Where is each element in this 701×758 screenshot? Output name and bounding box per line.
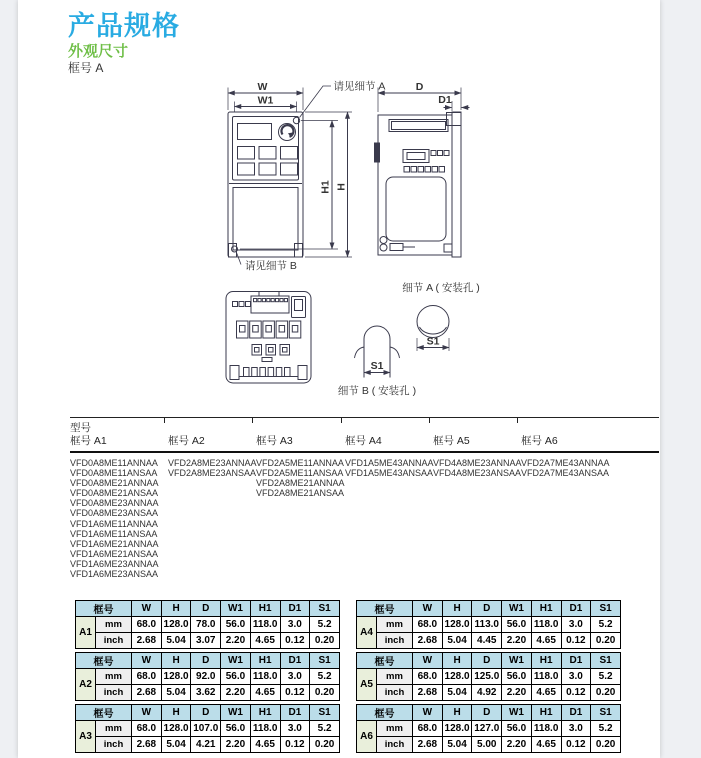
dim-col-header: H1 xyxy=(531,601,561,617)
model-number: VFD0A8ME21ANNAA xyxy=(70,478,159,489)
dim-value-mm: 5.2 xyxy=(310,669,340,685)
dim-col-header: D xyxy=(191,653,221,669)
dim-value-mm: 3.0 xyxy=(561,669,591,685)
dim-value-inch: 5.04 xyxy=(442,685,472,701)
unit-cell-mm: mm xyxy=(377,669,413,685)
dim-value-inch: 4.65 xyxy=(250,685,280,701)
dim-w-label: W xyxy=(257,81,268,93)
dim-h1-label: H1 xyxy=(319,180,332,194)
dim-value-mm: 56.0 xyxy=(221,617,251,633)
model-number: VFD1A5ME43ANSAA xyxy=(345,468,434,479)
dim-value-mm: 78.0 xyxy=(191,617,221,633)
dim-value-mm: 5.2 xyxy=(591,721,621,737)
model-number: VFD0A8ME23ANNAA xyxy=(70,498,159,509)
model-number: VFD2A7ME43ANSAA xyxy=(521,468,610,479)
dim-col-header: H xyxy=(161,601,191,617)
model-table-header xyxy=(70,418,659,453)
dim-value-mm: 107.0 xyxy=(191,721,221,737)
dim-col-header: H xyxy=(161,653,191,669)
unit-cell-inch: inch xyxy=(377,737,413,753)
dim-value-inch: 4.65 xyxy=(250,633,280,649)
model-col-a2 xyxy=(168,458,256,579)
dim-col-header: D1 xyxy=(280,705,310,721)
dim-col-header: H xyxy=(442,653,472,669)
dim-col-header: D1 xyxy=(280,653,310,669)
unit-cell-inch: inch xyxy=(377,685,413,701)
dim-value-mm: 118.0 xyxy=(250,721,280,737)
dim-value-inch: 4.65 xyxy=(531,685,561,701)
dim-value-inch: 0.12 xyxy=(561,633,591,649)
page-title: 产品规格 xyxy=(68,11,180,41)
dim-value-mm: 3.0 xyxy=(561,617,591,633)
unit-cell-inch: inch xyxy=(377,633,413,649)
dim-value-mm: 128.0 xyxy=(442,617,472,633)
model-number: VFD2A7ME43ANNAA xyxy=(521,458,610,468)
dim-col-header: D xyxy=(191,705,221,721)
dim-value-mm: 5.2 xyxy=(591,669,621,685)
model-col-header-a3: 框号 A3 xyxy=(256,435,293,447)
dim-value-inch: 0.20 xyxy=(591,685,621,701)
dim-value-mm: 68.0 xyxy=(132,617,162,633)
dim-col-header: W1 xyxy=(502,653,532,669)
frame-cell: A5 xyxy=(357,669,377,701)
dim-col-header: W xyxy=(413,601,443,617)
dim-value-inch: 0.12 xyxy=(280,633,310,649)
dim-value-mm: 5.2 xyxy=(591,617,621,633)
detail-b-label: 细节 B ( 安装孔 ) xyxy=(337,385,417,397)
dim-value-mm: 128.0 xyxy=(161,721,191,737)
dim-value-inch: 5.00 xyxy=(472,737,502,753)
dim-value-inch: 2.68 xyxy=(413,737,443,753)
dim-value-inch: 2.20 xyxy=(221,737,251,753)
unit-cell-inch: inch xyxy=(96,685,132,701)
model-col-header-a4: 框号 A4 xyxy=(345,435,382,447)
dim-value-inch: 0.12 xyxy=(280,737,310,753)
dim-value-inch: 5.04 xyxy=(161,685,191,701)
dim-value-mm: 68.0 xyxy=(132,669,162,685)
dim-value-mm: 56.0 xyxy=(502,669,532,685)
dim-value-inch: 0.12 xyxy=(561,737,591,753)
model-col-a1 xyxy=(70,458,168,579)
dim-col-header: W1 xyxy=(221,705,251,721)
dim-col-header: W1 xyxy=(502,601,532,617)
dim-value-mm: 128.0 xyxy=(442,669,472,685)
frame-cell: A3 xyxy=(76,721,96,753)
dim-col-header: W xyxy=(413,705,443,721)
model-number-table xyxy=(70,417,659,579)
dim-col-header: D1 xyxy=(280,601,310,617)
dim-value-inch: 4.65 xyxy=(250,737,280,753)
dim-value-mm: 118.0 xyxy=(531,721,561,737)
dim-col-header: W1 xyxy=(221,601,251,617)
model-number: VFD2A5ME11ANNAA xyxy=(256,458,344,468)
dim-value-inch: 3.07 xyxy=(191,633,221,649)
dim-col-header: H xyxy=(442,705,472,721)
dimension-table-a3 xyxy=(75,704,340,753)
model-number: VFD2A8ME21ANSAA xyxy=(256,488,345,499)
side-view-drawing xyxy=(375,81,470,257)
dim-value-mm: 56.0 xyxy=(502,721,532,737)
detail-b-s1-label: S1 xyxy=(370,360,384,372)
model-number: VFD0A8ME11ANNAA xyxy=(70,458,158,468)
detail-a-label: 细节 A ( 安装孔 ) xyxy=(402,282,480,294)
model-col-a4 xyxy=(345,458,433,579)
detail-b-drawing xyxy=(338,326,416,397)
dim-value-inch: 0.20 xyxy=(310,633,340,649)
dim-value-inch: 4.65 xyxy=(531,737,561,753)
bottom-view-drawing xyxy=(226,292,311,384)
dim-value-inch: 5.04 xyxy=(442,737,472,753)
dimension-table-a1 xyxy=(75,600,340,649)
dim-col-header: S1 xyxy=(310,601,340,617)
dim-col-header: D xyxy=(472,705,502,721)
dim-value-inch: 5.04 xyxy=(161,633,191,649)
unit-cell-mm: mm xyxy=(96,617,132,633)
unit-cell-inch: inch xyxy=(96,633,132,649)
dim-value-inch: 0.12 xyxy=(280,685,310,701)
dimension-drawing xyxy=(70,78,615,416)
model-number: VFD2A5ME11ANSAA xyxy=(256,468,344,479)
frame-cell: A2 xyxy=(76,669,96,701)
dim-value-mm: 128.0 xyxy=(442,721,472,737)
dimension-table-a2 xyxy=(75,652,340,701)
frame-col-header: 框号 xyxy=(357,705,413,721)
dim-w1-label: W1 xyxy=(257,94,274,107)
model-col-header-a6: 框号 A6 xyxy=(521,435,558,447)
dim-value-inch: 2.20 xyxy=(502,633,532,649)
frame-col-header: 框号 xyxy=(357,653,413,669)
dim-value-inch: 4.65 xyxy=(531,633,561,649)
dim-value-mm: 3.0 xyxy=(561,721,591,737)
model-table-body xyxy=(70,453,659,579)
dim-col-header: H1 xyxy=(531,653,561,669)
dim-value-mm: 56.0 xyxy=(502,617,532,633)
dim-value-inch: 2.68 xyxy=(132,737,162,753)
dimension-table-a6 xyxy=(356,704,621,753)
model-number: VFD1A5ME43ANNAA xyxy=(345,458,434,468)
dimension-table-a5 xyxy=(356,652,621,701)
dimension-tables-right xyxy=(356,600,621,756)
model-number: VFD2A8ME23ANNAA xyxy=(168,458,257,468)
dim-value-inch: 4.21 xyxy=(191,737,221,753)
dim-value-mm: 118.0 xyxy=(250,669,280,685)
dim-col-header: W1 xyxy=(502,705,532,721)
model-number: VFD2A8ME21ANNAA xyxy=(256,478,345,489)
dim-col-header: S1 xyxy=(591,705,621,721)
dim-h-label: H xyxy=(335,183,348,191)
dim-col-header: H xyxy=(442,601,472,617)
dim-value-mm: 3.0 xyxy=(280,669,310,685)
dim-value-inch: 2.68 xyxy=(132,633,162,649)
dim-col-header: H1 xyxy=(531,705,561,721)
dim-value-mm: 56.0 xyxy=(221,721,251,737)
dimension-table-a4 xyxy=(356,600,621,649)
see-detail-b-note: 请见细节 B xyxy=(245,260,297,272)
dim-value-mm: 128.0 xyxy=(161,617,191,633)
dim-value-mm: 3.0 xyxy=(280,721,310,737)
dim-value-mm: 68.0 xyxy=(413,617,443,633)
dim-value-mm: 118.0 xyxy=(531,617,561,633)
dim-value-inch: 4.45 xyxy=(472,633,502,649)
dim-value-mm: 113.0 xyxy=(472,617,502,633)
dimension-tables-left xyxy=(75,600,340,756)
dim-value-inch: 0.12 xyxy=(561,685,591,701)
dim-value-inch: 2.20 xyxy=(221,685,251,701)
unit-cell-mm: mm xyxy=(96,721,132,737)
keypad-display xyxy=(238,124,272,140)
dim-value-mm: 68.0 xyxy=(413,669,443,685)
dim-col-header: H1 xyxy=(250,601,280,617)
dim-value-mm: 68.0 xyxy=(132,721,162,737)
model-col-a3 xyxy=(256,458,345,579)
frame-cell: A4 xyxy=(357,617,377,649)
dim-col-header: W xyxy=(132,601,162,617)
model-number: VFD1A6ME11ANSAA xyxy=(70,528,158,539)
dim-col-header: H1 xyxy=(250,653,280,669)
dim-col-header: D xyxy=(191,601,221,617)
frame-cell: A1 xyxy=(76,617,96,649)
dim-col-header: S1 xyxy=(591,601,621,617)
dim-col-header: W1 xyxy=(221,653,251,669)
model-number: VFD1A6ME23ANNAA xyxy=(70,558,159,569)
dim-d1-label: D1 xyxy=(438,94,452,106)
dim-value-mm: 118.0 xyxy=(531,669,561,685)
dim-value-mm: 5.2 xyxy=(310,617,340,633)
dim-value-mm: 92.0 xyxy=(191,669,221,685)
dim-col-header: H xyxy=(161,705,191,721)
dim-col-header: D xyxy=(472,601,502,617)
frame-a-label: 框号 A xyxy=(68,61,104,75)
dim-col-header: W xyxy=(413,653,443,669)
front-view-drawing xyxy=(228,80,385,273)
dim-col-header: W xyxy=(132,705,162,721)
model-number: VFD1A6ME23ANSAA xyxy=(70,569,159,580)
dim-value-inch: 2.20 xyxy=(502,685,532,701)
dim-value-mm: 127.0 xyxy=(472,721,502,737)
model-table-title: 型号 xyxy=(70,422,91,434)
model-number: VFD4A8ME23ANNAA xyxy=(433,458,522,468)
dim-col-header: D xyxy=(472,653,502,669)
model-number: VFD0A8ME23ANSAA xyxy=(70,508,159,519)
dim-value-mm: 56.0 xyxy=(221,669,251,685)
model-col-header-a1: 框号 A1 xyxy=(70,435,107,447)
dim-col-header: S1 xyxy=(591,653,621,669)
unit-cell-mm: mm xyxy=(377,617,413,633)
detail-a-drawing xyxy=(402,281,480,351)
dim-d-label: D xyxy=(415,81,424,93)
detail-a-s1-label: S1 xyxy=(426,335,440,348)
dim-value-mm: 118.0 xyxy=(250,617,280,633)
dim-value-inch: 0.20 xyxy=(310,685,340,701)
dim-value-inch: 2.20 xyxy=(221,633,251,649)
frame-col-header: 框号 xyxy=(76,601,132,617)
model-number: VFD4A8ME23ANSAA xyxy=(433,468,522,479)
dim-value-inch: 5.04 xyxy=(161,737,191,753)
dim-value-inch: 2.68 xyxy=(413,633,443,649)
frame-cell: A6 xyxy=(357,721,377,753)
dim-value-inch: 2.68 xyxy=(132,685,162,701)
model-col-a6 xyxy=(521,458,659,579)
model-number: VFD0A8ME21ANSAA xyxy=(70,488,159,499)
dim-col-header: D1 xyxy=(561,653,591,669)
section-subtitle: 外观尺寸 xyxy=(68,43,129,60)
unit-cell-mm: mm xyxy=(96,669,132,685)
dim-col-header: D1 xyxy=(561,601,591,617)
dim-value-mm: 68.0 xyxy=(413,721,443,737)
dim-value-inch: 3.62 xyxy=(191,685,221,701)
frame-col-header: 框号 xyxy=(76,653,132,669)
dim-value-inch: 2.20 xyxy=(502,737,532,753)
model-number: VFD1A6ME11ANNAA xyxy=(70,518,158,529)
dim-value-inch: 0.20 xyxy=(591,633,621,649)
model-number: VFD1A6ME21ANSAA xyxy=(70,548,159,559)
dim-value-mm: 125.0 xyxy=(472,669,502,685)
unit-cell-mm: mm xyxy=(377,721,413,737)
dim-value-inch: 0.20 xyxy=(310,737,340,753)
dim-value-inch: 4.92 xyxy=(472,685,502,701)
model-col-header-a5: 框号 A5 xyxy=(433,435,470,447)
dim-value-mm: 128.0 xyxy=(161,669,191,685)
dim-col-header: H1 xyxy=(250,705,280,721)
model-number: VFD1A6ME21ANNAA xyxy=(70,538,159,549)
model-number: VFD0A8ME11ANSAA xyxy=(70,468,158,479)
unit-cell-inch: inch xyxy=(96,737,132,753)
dim-col-header: W xyxy=(132,653,162,669)
frame-col-header: 框号 xyxy=(76,705,132,721)
dim-value-mm: 3.0 xyxy=(280,617,310,633)
dim-col-header: S1 xyxy=(310,653,340,669)
dim-value-inch: 0.20 xyxy=(591,737,621,753)
dim-value-inch: 2.68 xyxy=(413,685,443,701)
dim-value-inch: 5.04 xyxy=(442,633,472,649)
dim-col-header: S1 xyxy=(310,705,340,721)
model-col-a5 xyxy=(433,458,521,579)
model-number: VFD2A8ME23ANSAA xyxy=(168,468,257,479)
dim-value-mm: 5.2 xyxy=(310,721,340,737)
frame-col-header: 框号 xyxy=(357,601,413,617)
dim-col-header: D1 xyxy=(561,705,591,721)
see-detail-a-note: 请见细节 A xyxy=(333,80,386,93)
model-col-header-a2: 框号 A2 xyxy=(168,435,205,447)
